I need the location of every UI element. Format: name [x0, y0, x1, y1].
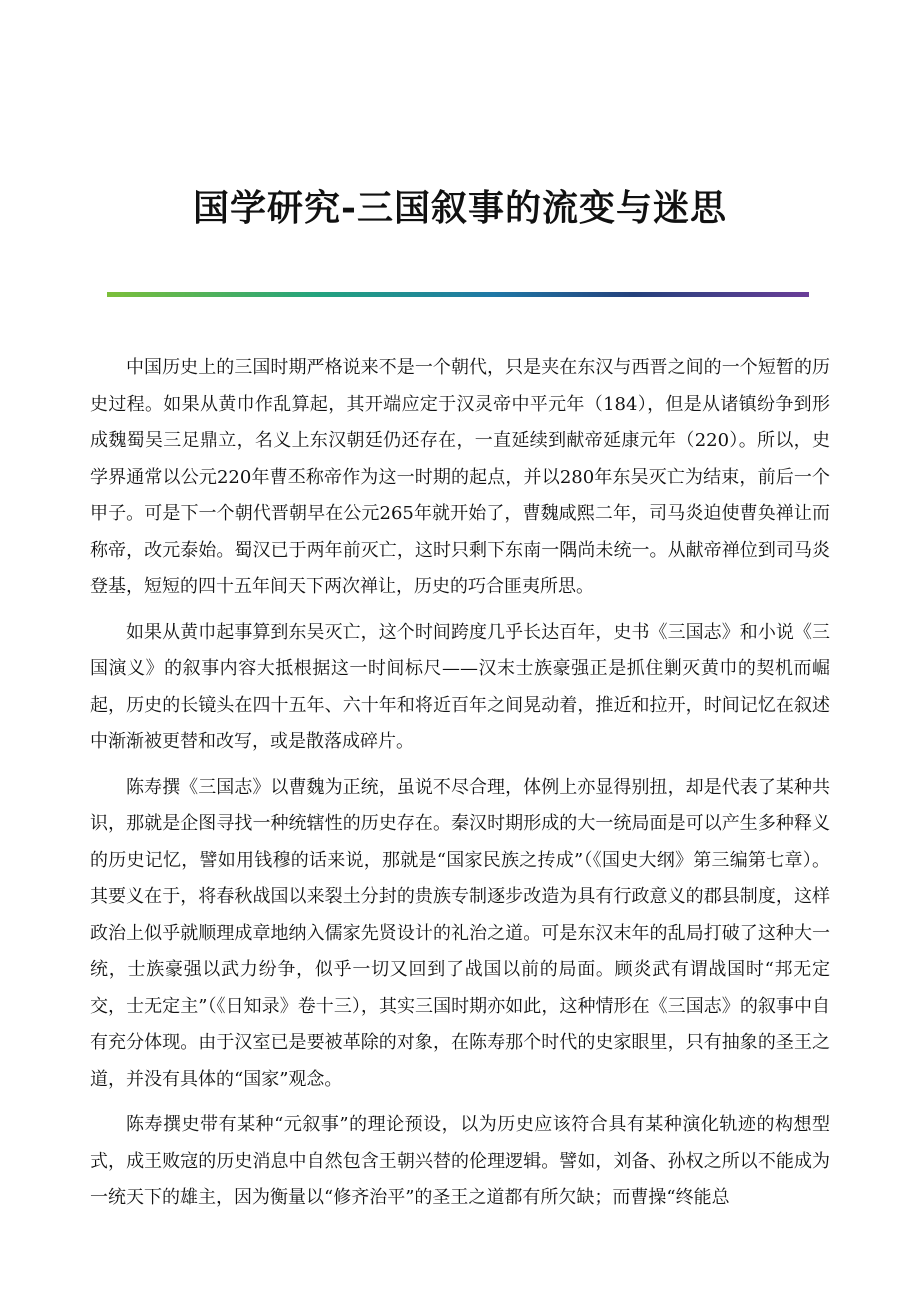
title-divider	[107, 292, 809, 297]
paragraph-2: 如果从黄巾起事算到东吴灭亡，这个时间跨度几乎长达百年，史书《三国志》和小说《三国演义》的叙事内容大抵根据这一时间标尺——汉末士族豪强正是抓住剿灭黄巾的契机而崛起，历史的长镜头在四十五年、六十年和将近百年之间晃动着，推近和拉开，时间记忆在叙述中渐渐被更替和改写，或是散落成碎片。	[90, 621, 830, 752]
page-title: 国学研究-三国叙事的流变与迷思	[193, 187, 727, 229]
article-body	[90, 350, 830, 1226]
paragraph-4: 陈寿撰史带有某种“元叙事”的理论预设，以为历史应该符合具有某种演化轨迹的构想型式，成王败寇的历史消息中自然包含王朝兴替的伦理逻辑。譬如，刘备、孙权之所以不能成为一统天下的雄主，因为衡量以“修齐治平”的圣王之道都有所欠缺；而曹操“终能总	[90, 1114, 830, 1208]
paragraph-1: 中国历史上的三国时期严格说来不是一个朝代，只是夹在东汉与西晋之间的一个短暂的历史过程。如果从黄巾作乱算起，其开端应定于汉灵帝中平元年（184），但是从诸镇纷争到形成魏蜀吴三足鼎立，名义上东汉朝廷仍还存在，一直延续到献帝延康元年（220）。所以，史学界通常以公元220年曹丕称帝作为这一时期的起点，并以280年东吴灭亡为结束，前后一个甲子。可是下一个朝代晋朝早在公元265年就开始了，曹魏咸熙二年，司马炎迫使曹奂禅让而称帝，改元泰始。蜀汉已于两年前灭亡，这时只剩下东南一隅尚未统一。从献帝禅位到司马炎登基，短短的四十五年间天下两次禅让，历史的巧合匪夷所思。	[90, 357, 830, 597]
paragraph-3: 陈寿撰《三国志》以曹魏为正统，虽说不尽合理，体例上亦显得别扭，却是代表了某种共识，那就是企图寻找一种统辖性的历史存在。秦汉时期形成的大一统局面是可以产生多种释义的历史记忆，譬如用钱穆的话来说，那就是“国家民族之抟成”（《国史大纲》第三编第七章）。其要义在于，将春秋战国以来裂土分封的贵族专制逐步改造为具有行政意义的郡县制度，这样政治上似乎就顺理成章地纳入儒家先贤设计的礼治之道。可是东汉末年的乱局打破了这种大一统，士族豪强以武力纷争，似乎一切又回到了战国以前的局面。顾炎武有谓战国时“邦无定交，士无定主”（《日知录》卷十三），其实三国时期亦如此，这种情形在《三国志》的叙事中自有充分体现。由于汉室已是要被革除的对象，在陈寿那个时代的史家眼里，只有抽象的圣王之道，并没有具体的“国家”观念。	[90, 776, 830, 1090]
